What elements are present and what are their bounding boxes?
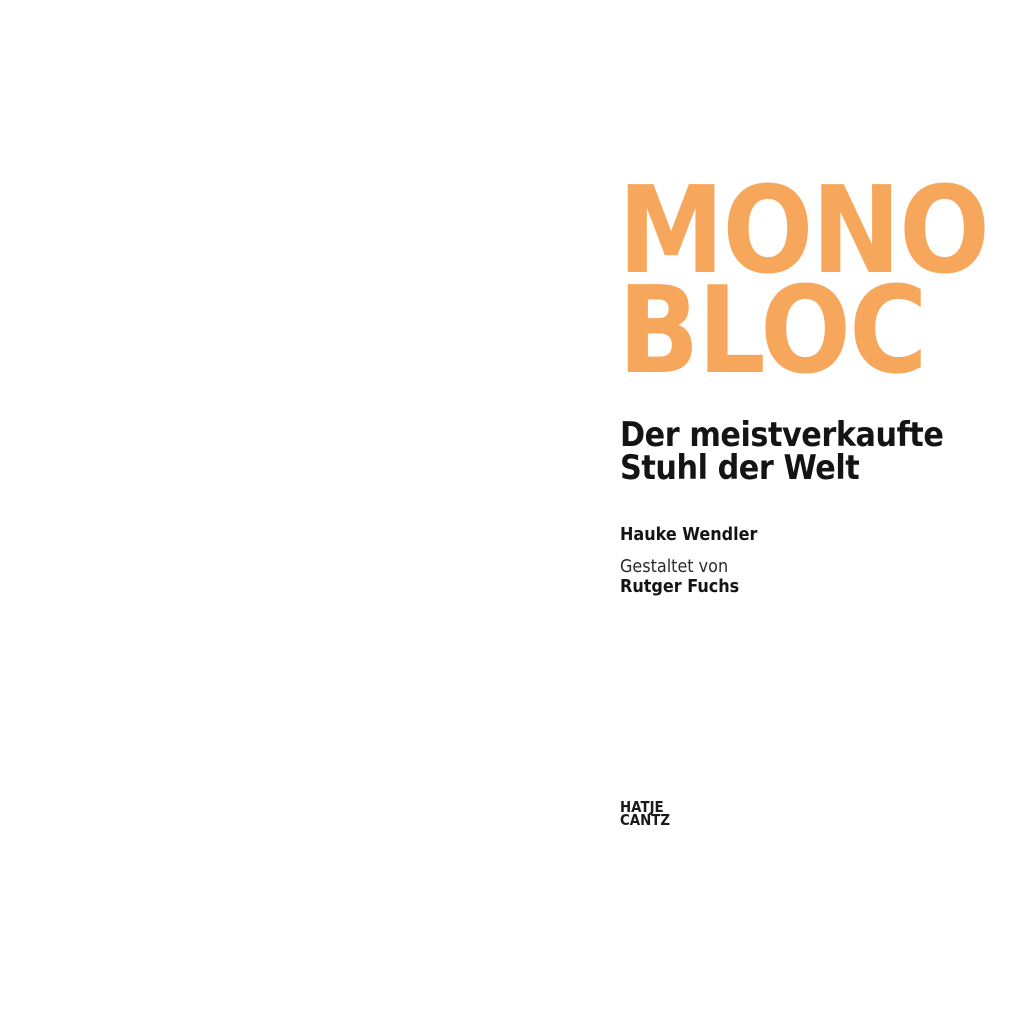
publisher-logo-line1: HATJE xyxy=(620,798,664,816)
book-title-line2: BLOC xyxy=(618,262,926,401)
book-title xyxy=(618,162,1024,401)
book-subtitle-line1: Der meistverkaufte xyxy=(620,415,944,455)
book-subtitle xyxy=(620,415,983,488)
publisher-logo-line2: CANTZ xyxy=(620,811,671,829)
author-name: Hauke Wendler xyxy=(620,524,758,545)
publisher-logo xyxy=(620,798,676,829)
book-subtitle-line2: Stuhl der Welt xyxy=(620,448,860,488)
designer-name: Rutger Fuchs xyxy=(620,576,740,597)
designer-credit-label: Gestaltet von xyxy=(620,556,729,577)
book-title-line1: MONO xyxy=(618,162,989,301)
